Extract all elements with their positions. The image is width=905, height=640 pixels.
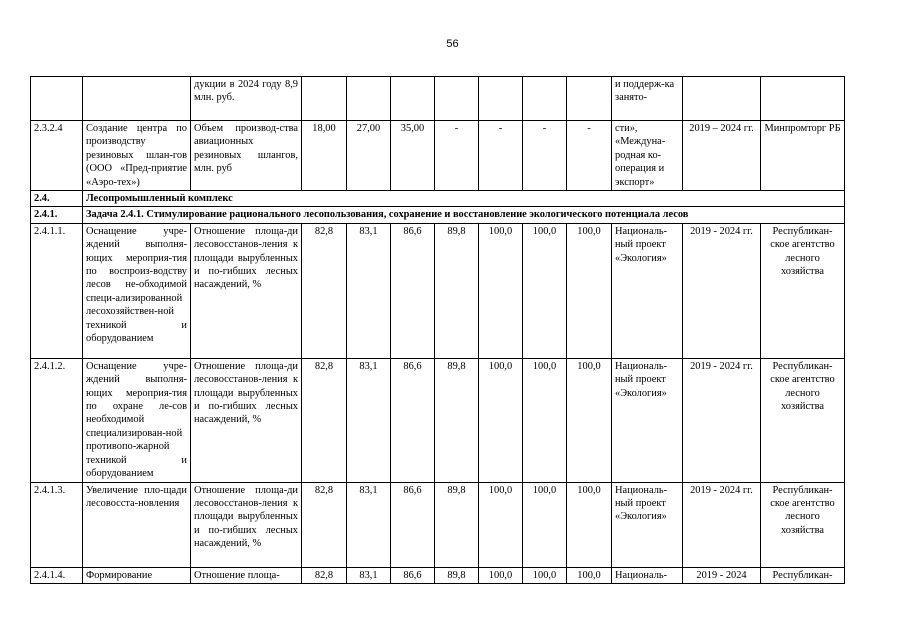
value-cell: 82,8 <box>302 358 347 482</box>
item-name: Увеличение пло-щади лесовосста-новления <box>83 482 191 567</box>
value-cell: 83,1 <box>347 567 391 583</box>
value-cell: 100,0 <box>567 358 612 482</box>
value-cell: 100,0 <box>479 223 523 358</box>
item-indicator: Отношение площа-ди лесовосстанов-ления к площади вырубленных и по-гибших лесных насаждений, % <box>191 358 302 482</box>
item-id <box>31 77 83 121</box>
table-row <box>31 358 845 482</box>
value-cell: 100,0 <box>523 358 567 482</box>
value-cell: 89,8 <box>435 358 479 482</box>
item-id: 2.3.2.4 <box>31 121 83 191</box>
value-cell: 89,8 <box>435 482 479 567</box>
value-cell: 83,1 <box>347 482 391 567</box>
item-source: и поддерж-ка занято- <box>612 77 683 121</box>
item-indicator: дукции в 2024 году 8,9 млн. руб. <box>191 77 302 121</box>
value-cell <box>479 77 523 121</box>
item-period: 2019 - 2024 гг. <box>683 223 761 358</box>
value-cell: 100,0 <box>567 223 612 358</box>
section-id: 2.4. <box>31 191 83 207</box>
table-row <box>31 77 845 121</box>
item-indicator: Отношение площа-ди лесовосстанов-ления к площади вырубленных и по-гибших лесных насаждений, % <box>191 482 302 567</box>
item-id: 2.4.1.4. <box>31 567 83 583</box>
section-row <box>31 191 845 207</box>
value-cell: 89,8 <box>435 223 479 358</box>
value-cell <box>347 77 391 121</box>
value-cell: 86,6 <box>391 223 435 358</box>
item-indicator: Объем производ-ства авиационных резиновых шлангов, млн. руб <box>191 121 302 191</box>
value-cell: 100,0 <box>567 567 612 583</box>
item-name: Оснащение учре-ждений выполня-ющих мероприя-тия по воспроиз-водству лесов не-обходимой специ-ализированной лесохозяйствен-ной техникой и оборудованием <box>83 223 191 358</box>
value-cell: 82,8 <box>302 223 347 358</box>
value-cell: - <box>479 121 523 191</box>
value-cell: - <box>523 121 567 191</box>
item-executor: Республикан-ское агентство лесного хозяйства <box>761 358 845 482</box>
value-cell: 86,6 <box>391 358 435 482</box>
item-source: Националь- <box>612 567 683 583</box>
item-source: Националь-ный проект «Экология» <box>612 482 683 567</box>
item-source: Националь-ный проект «Экология» <box>612 223 683 358</box>
value-cell: 83,1 <box>347 223 391 358</box>
item-source: сти», «Междуна-родная ко-операция и экспорт» <box>612 121 683 191</box>
item-name: Создание центра по производству резиновых шлан-гов (ООО «Пред-приятие «Аэро-тех») <box>83 121 191 191</box>
measures-table <box>30 76 845 584</box>
value-cell <box>523 77 567 121</box>
section-title: Лесопромышленный комплекс <box>83 191 845 207</box>
item-period: 2019 - 2024 гг. <box>683 358 761 482</box>
item-id: 2.4.1.2. <box>31 358 83 482</box>
item-name: Формирование <box>83 567 191 583</box>
item-id: 2.4.1.1. <box>31 223 83 358</box>
value-cell <box>302 77 347 121</box>
item-executor: Минпромторг РБ <box>761 121 845 191</box>
item-id: 2.4.1.3. <box>31 482 83 567</box>
item-name: Оснащение учре-ждений выполня-ющих мероприя-тия по охране ле-сов необходимой специализирован-ной противопо-жарной техникой и оборудованием <box>83 358 191 482</box>
value-cell: 100,0 <box>523 223 567 358</box>
item-source: Националь-ный проект «Экология» <box>612 358 683 482</box>
item-period <box>683 77 761 121</box>
section-id: 2.4.1. <box>31 207 83 223</box>
value-cell: 83,1 <box>347 358 391 482</box>
value-cell: 35,00 <box>391 121 435 191</box>
value-cell <box>435 77 479 121</box>
value-cell: 100,0 <box>567 482 612 567</box>
value-cell: 27,00 <box>347 121 391 191</box>
item-indicator: Отношение площа- <box>191 567 302 583</box>
item-period: 2019 - 2024 гг. <box>683 482 761 567</box>
value-cell: 82,8 <box>302 482 347 567</box>
value-cell: 100,0 <box>523 567 567 583</box>
item-name <box>83 77 191 121</box>
value-cell: 100,0 <box>479 482 523 567</box>
value-cell: 89,8 <box>435 567 479 583</box>
table-row <box>31 121 845 191</box>
item-executor: Республикан- <box>761 567 845 583</box>
item-indicator: Отношение площа-ди лесовосстанов-ления к площади вырубленных и по-гибших лесных насаждений, % <box>191 223 302 358</box>
value-cell: - <box>435 121 479 191</box>
table-row <box>31 223 845 358</box>
value-cell: 86,6 <box>391 482 435 567</box>
item-executor: Республикан-ское агентство лесного хозяйства <box>761 223 845 358</box>
value-cell: 100,0 <box>479 567 523 583</box>
value-cell: 100,0 <box>523 482 567 567</box>
item-executor <box>761 77 845 121</box>
item-period: 2019 - 2024 <box>683 567 761 583</box>
table-row <box>31 567 845 583</box>
section-row <box>31 207 845 223</box>
value-cell: 82,8 <box>302 567 347 583</box>
value-cell <box>391 77 435 121</box>
value-cell: - <box>567 121 612 191</box>
value-cell <box>567 77 612 121</box>
item-period: 2019 – 2024 гг. <box>683 121 761 191</box>
table-row <box>31 482 845 567</box>
item-executor: Республикан-ское агентство лесного хозяйства <box>761 482 845 567</box>
value-cell: 86,6 <box>391 567 435 583</box>
value-cell: 100,0 <box>479 358 523 482</box>
page-number: 56 <box>446 38 459 50</box>
section-title: Задача 2.4.1. Стимулирование рационального лесопользования, сохранение и восстановление экологического потенциала лесов <box>83 207 845 223</box>
value-cell: 18,00 <box>302 121 347 191</box>
